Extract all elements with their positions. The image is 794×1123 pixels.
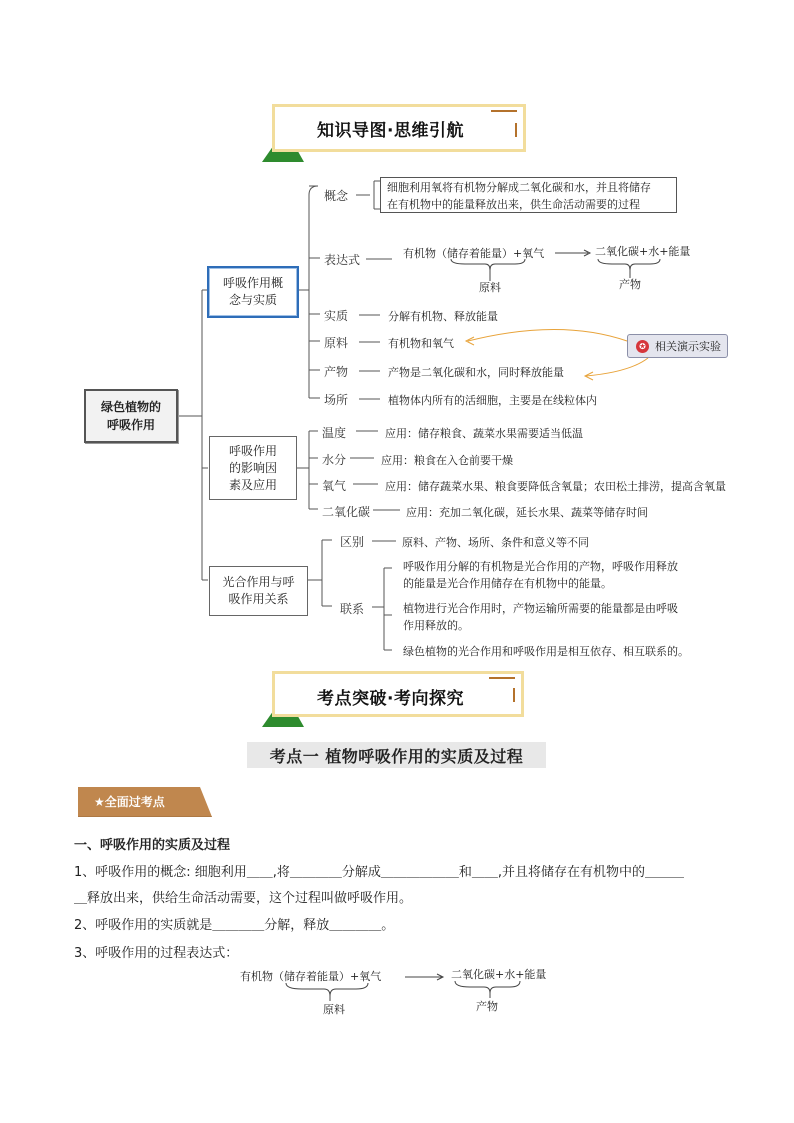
relation-item (403, 600, 678, 634)
star-icon: ✪ (636, 340, 649, 353)
question-1: 1、呼吸作用的概念: 细胞利用＿＿,将＿＿＿＿分解成＿＿＿＿＿＿和＿＿,并且将储存在有机物中的＿＿＿ (74, 865, 685, 880)
branch-influencing-factors (209, 436, 297, 500)
question-1-cont: ＿释放出来，供给生命活动需要，这个过程叫做呼吸作用。 (74, 891, 413, 906)
raw-material-label: 原料 (324, 336, 349, 350)
branch-line: 呼吸作用概 (222, 276, 283, 290)
relation-line: 呼吸作用分解的有机物是光合作用的产物，呼吸作用释放 (403, 560, 678, 573)
root-line: 绿色植物的 (100, 400, 161, 414)
formula-right: 二氧化碳+水+能量 (595, 245, 691, 258)
formula-left: 有机物（储存着能量）+氧气 (403, 247, 545, 260)
water-label: 水分 (322, 453, 347, 467)
difference-text: 原料、产物、场所、条件和意义等不同 (402, 536, 589, 549)
formula-arrows (0, 960, 794, 1020)
root-line: 呼吸作用 (106, 418, 155, 432)
essence-text: 分解有机物、释放能量 (388, 310, 498, 323)
question-2: 2、呼吸作用的实质就是＿＿＿＿分解，释放＿＿＿＿。 (74, 918, 395, 933)
banner-decoration (489, 677, 515, 679)
branch-line: 呼吸作用 (228, 443, 277, 458)
oxygen-text: 应用：储存蔬菜水果、粮食要降低含氧量；农田松土排涝，提高含氧量 (385, 480, 726, 493)
formula-product-label: 产物 (619, 278, 641, 291)
formula-right: 二氧化碳+水+能量 (451, 968, 547, 981)
location-label: 场所 (324, 393, 349, 407)
relation-line: 植物进行光合作用时，产物运输所需要的能量都是由呼吸 (403, 602, 678, 615)
concept-definition (380, 177, 677, 213)
relation-item: 绿色植物的光合作用和呼吸作用是相互依存、相互联系的。 (403, 645, 689, 658)
banner-decoration (513, 688, 515, 702)
location-text: 植物体内所有的活细胞，主要是在线粒体内 (388, 394, 597, 407)
branch-photosynthesis-relation (209, 566, 308, 616)
branch-line: 的影响因 (228, 460, 277, 475)
formula-product-label: 产物 (476, 1000, 498, 1013)
raw-material-text: 有机物和氧气 (388, 337, 454, 350)
product-label: 产物 (324, 365, 349, 379)
banner-title: 考点突破·考向探究 (317, 689, 464, 709)
formula-raw-label: 原料 (323, 1003, 345, 1016)
section-tag (78, 787, 212, 817)
tag-label: ★全面过考点 (94, 795, 165, 809)
essence-label: 实质 (324, 309, 349, 323)
branch-line: 光合作用与呼 (222, 575, 295, 589)
temperature-text: 应用：储存粮食、蔬菜水果需要适当低温 (385, 427, 583, 440)
mindmap-root (84, 389, 178, 443)
concept-label: 概念 (324, 189, 349, 203)
expression-label: 表达式 (324, 253, 361, 267)
oxygen-label: 氧气 (322, 479, 347, 493)
definition-line: 在有机物中的能量释放出来，供生命活动需要的过程 (387, 198, 640, 211)
banner-title: 知识导图·思维引航 (317, 121, 464, 141)
relation-item (403, 558, 678, 592)
question-3: 3、呼吸作用的过程表达式： (74, 946, 239, 961)
relation-label: 联系 (340, 602, 365, 616)
demo-experiment-link[interactable] (627, 334, 728, 358)
product-text: 产物是二氧化碳和水，同时释放能量 (388, 366, 564, 379)
relation-line: 作用释放的。 (403, 619, 469, 632)
temperature-label: 温度 (322, 426, 347, 440)
section-heading: 考点一 植物呼吸作用的实质及过程 (247, 742, 546, 768)
branch-line: 念与实质 (228, 293, 277, 307)
definition-line: 细胞利用氧将有机物分解成二氧化碳和水，并且将储存 (387, 181, 651, 194)
demo-label: 相关演示实验 (655, 340, 721, 353)
branch-line: 吸作用关系 (228, 592, 289, 606)
co2-label: 二氧化碳 (322, 505, 371, 519)
section-banner-exam-points (272, 671, 524, 717)
relation-line: 的能量是光合作用储存在有机物中的能量。 (403, 577, 612, 590)
branch-concept-essence (207, 266, 299, 318)
branch-line: 素及应用 (228, 477, 277, 492)
difference-label: 区别 (340, 535, 365, 549)
water-text: 应用：粮食在入仓前要干燥 (381, 454, 513, 467)
subheading: 一、呼吸作用的实质及过程 (74, 838, 231, 853)
formula-left: 有机物（储存着能量）+氧气 (240, 970, 382, 983)
formula-raw-label: 原料 (479, 281, 501, 294)
co2-text: 应用：充加二氧化碳，延长水果、蔬菜等储存时间 (406, 506, 648, 519)
